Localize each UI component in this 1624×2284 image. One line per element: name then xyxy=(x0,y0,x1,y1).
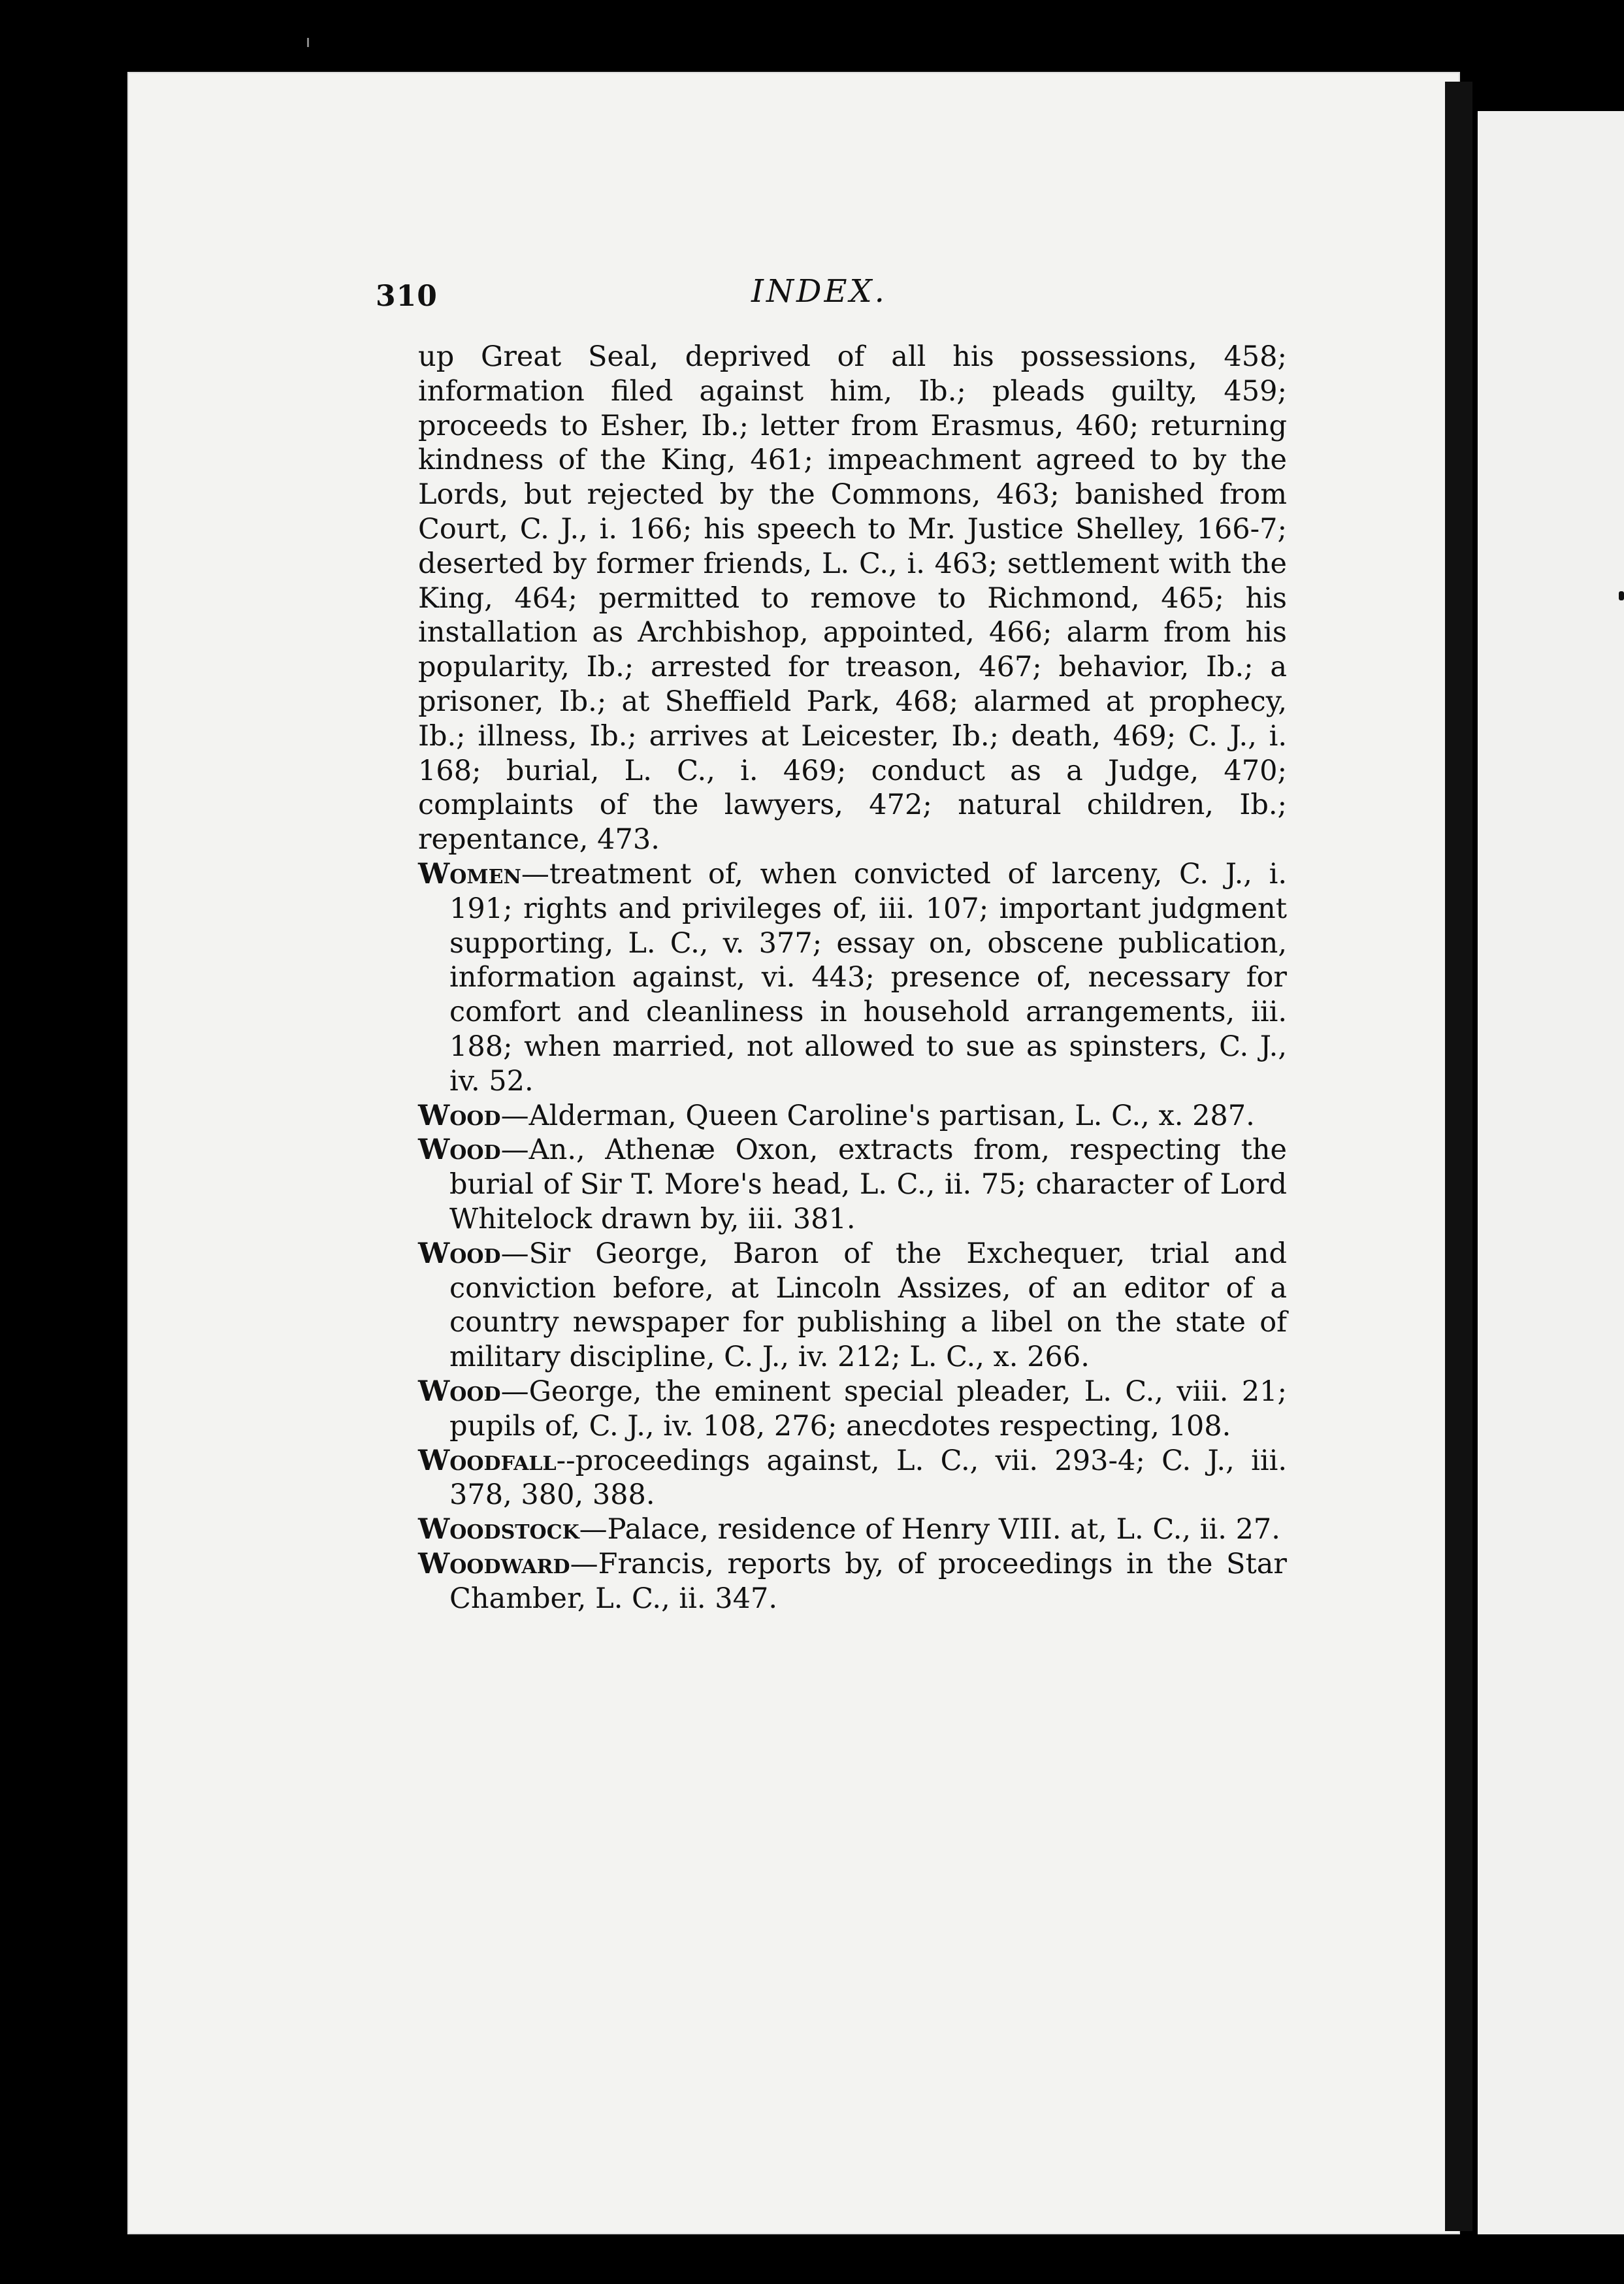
index-entry xyxy=(418,1237,1287,1375)
entry-heading: Women xyxy=(418,857,521,890)
entry-text: —Francis, reports by, of proceedings in the Star Chamber, L. C., ii. 347. xyxy=(449,1547,1287,1615)
entry-heading: Wood xyxy=(418,1099,501,1132)
entry-heading: Wood xyxy=(418,1237,501,1270)
entry-text: —Palace, residence of Henry VIII. at, L. C., ii. 27. xyxy=(579,1513,1280,1546)
running-head: INDEX. xyxy=(751,273,887,310)
entry-text: —treatment of, when convicted of larceny, C. J., i. 191; rights and privileges of, iii. 107; important judgment supporting, L. C., v. 377; essay on, obscene publication, information against, vi. 443; presence of, necessary for comfort and cleanliness in household arrangements, iii. 188; when married, not allowed to sue as spinsters, C. J., iv. 52. xyxy=(449,857,1287,1098)
entry-heading: Wood xyxy=(418,1134,501,1167)
entry-heading: Woodstock xyxy=(418,1513,579,1546)
entry-text: —Alderman, Queen Caroline's partisan, L. C., x. 287. xyxy=(500,1099,1255,1132)
entry-text: --proceedings against, L. C., vii. 293-4; C. J., iii. 378, 380, 388. xyxy=(449,1444,1287,1512)
entry-text: —George, the eminent special pleader, L. C., viii. 21; pupils of, C. J., iv. 108, 276; anecdotes respecting, 108. xyxy=(449,1375,1287,1443)
index-entry xyxy=(418,1133,1287,1236)
page-gutter-shadow xyxy=(1445,82,1472,2231)
entry-heading: Wood xyxy=(418,1375,501,1408)
entry-text: —Sir George, Baron of the Exchequer, trial and conviction before, at Lincoln Assizes, of an editor of a country newspaper for publishing a libel on the state of military discipline, C. J., iv. 212; L. C., x. 266. xyxy=(449,1237,1287,1374)
index-entry xyxy=(418,1547,1287,1616)
index-entry xyxy=(418,1512,1287,1547)
entry-text: —An., Athenæ Oxon, extracts from, respecting the burial of Sir T. More's head, L. C., ii. 75; character of Lord Whitelock drawn by, iii. 381. xyxy=(449,1134,1287,1235)
page-number: 310 xyxy=(376,280,438,313)
index-text xyxy=(418,340,1287,1616)
entry-heading: Woodfall xyxy=(418,1444,557,1477)
entry-heading: Woodward xyxy=(418,1547,570,1580)
facing-page-edge xyxy=(1478,111,1624,2234)
index-entry xyxy=(418,1099,1287,1134)
scan-speck xyxy=(307,38,309,47)
index-entry xyxy=(418,1375,1287,1444)
continued-entry-text: up Great Seal, deprived of all his possessions, 458; information filed against him, Ib.; pleads guilty, 459; proceeds to Esher, Ib.; letter from Erasmus, 460; returning kindness of the King, 461; impeachment agreed to by the Lords, but rejected by the Commons, 463; banished from Court, C. J., i. 166; his speech to Mr. Justice Shelley, 166-7; deserted by former friends, L. C., i. 463; settlement with the King, 464; permitted to remove to Richmond, 465; his installation as Archbishop, appointed, 466; alarm from his popularity, Ib.; arrested for treason, 467; behavior, Ib.; a prisoner, Ib.; at Sheffield Park, 468; alarmed at prophecy, Ib.; illness, Ib.; arrives at Leicester, Ib.; death, 469; C. J., i. 168; burial, L. C., i. 469; conduct as a Judge, 470; complaints of the lawyers, 472; natural children, Ib.; repentance, 473. xyxy=(418,340,1287,856)
scan-speck xyxy=(1619,591,1624,600)
index-entry xyxy=(418,1444,1287,1513)
index-entry xyxy=(418,857,1287,1099)
